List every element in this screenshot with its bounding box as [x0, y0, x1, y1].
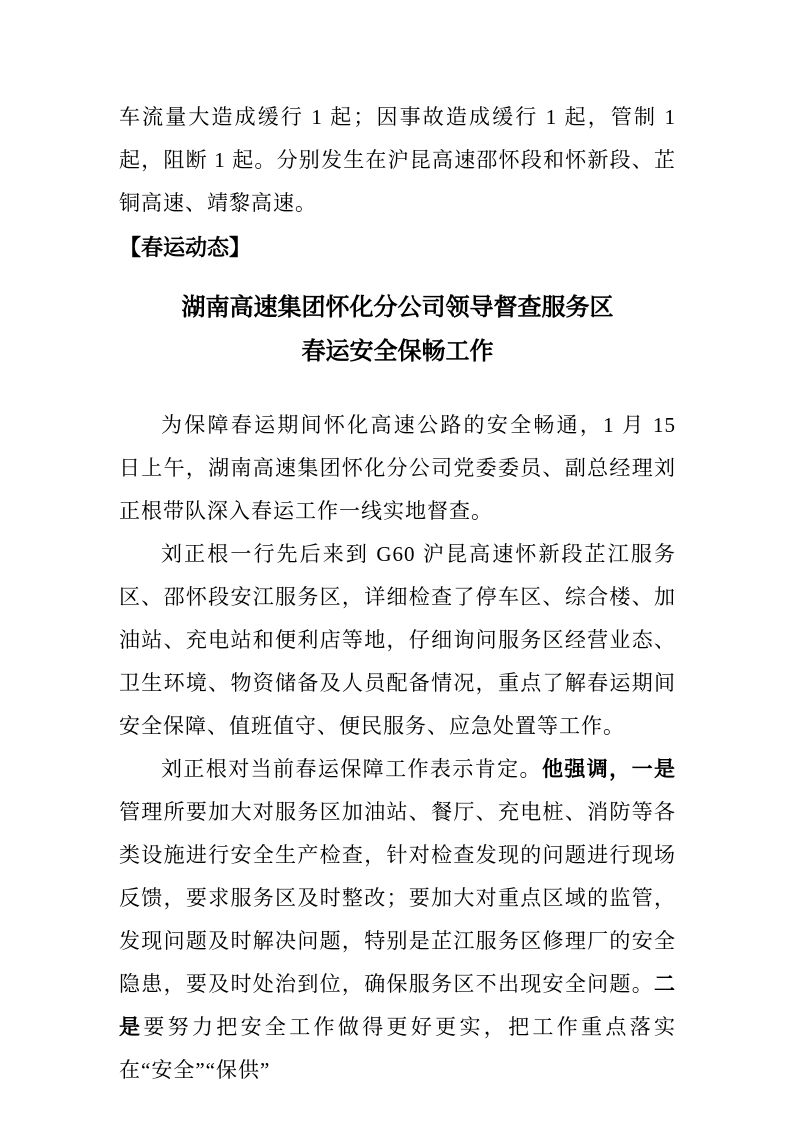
- paragraph-3-text-2: 管理所要加大对服务区加油站、餐厅、充电桩、消防等各类设施进行安全生产检查，针对检查发现的问题进行现场反馈，要求服务区及时整改；要加大对重点区域的监管，发现问题及时解决问题，特别是芷江服务区修理厂的安全隐患，要及时处治到位，确保服务区不出现安全问题。: [119, 800, 676, 996]
- paragraph-3-text-3: 要努力把安全工作做得更好更实，把工作重点落实在“安全”“保供”: [119, 1015, 677, 1082]
- article-title-line2: 春运安全保畅工作: [301, 339, 494, 365]
- paragraph-2: 刘正根一行先后来到 G60 沪昆高速怀新段芷江服务区、邵怀段安江服务区，详细检查了停车区、综合楼、加油站、充电站和便利店等地，仔细询问服务区经营业态、卫生环境、物资储备及人员配备情况，重点了解春运期间安全保障、值班值守、便民服务、应急处置等工作。: [119, 542, 676, 738]
- paragraph-3: [119, 748, 676, 1092]
- article-title-line1: 湖南高速集团怀化分公司领导督查服务区: [181, 295, 614, 321]
- bold-emphasis-2: 二是: [119, 973, 676, 1039]
- section-marker: 【春运动态】: [119, 235, 252, 260]
- intro-paragraph: 车流量大造成缓行 1 起；因事故造成缓行 1 起，管制 1 起，阻断 1 起。分别发生在沪昆高速邵怀段和怀新段、芷铜高速、靖黎高速。: [119, 105, 676, 215]
- article-title: [119, 286, 676, 374]
- paragraph-1: 为保障春运期间怀化高速公路的安全畅通，1 月 15 日上午，湖南高速集团怀化分公司党委委员、副总经理刘正根带队深入春运工作一线实地督查。: [119, 413, 676, 523]
- paragraph-3-text-1: 刘正根对当前春运保障工作表示肯定。: [161, 757, 542, 781]
- bold-emphasis-1: 他强调，一是: [541, 758, 676, 781]
